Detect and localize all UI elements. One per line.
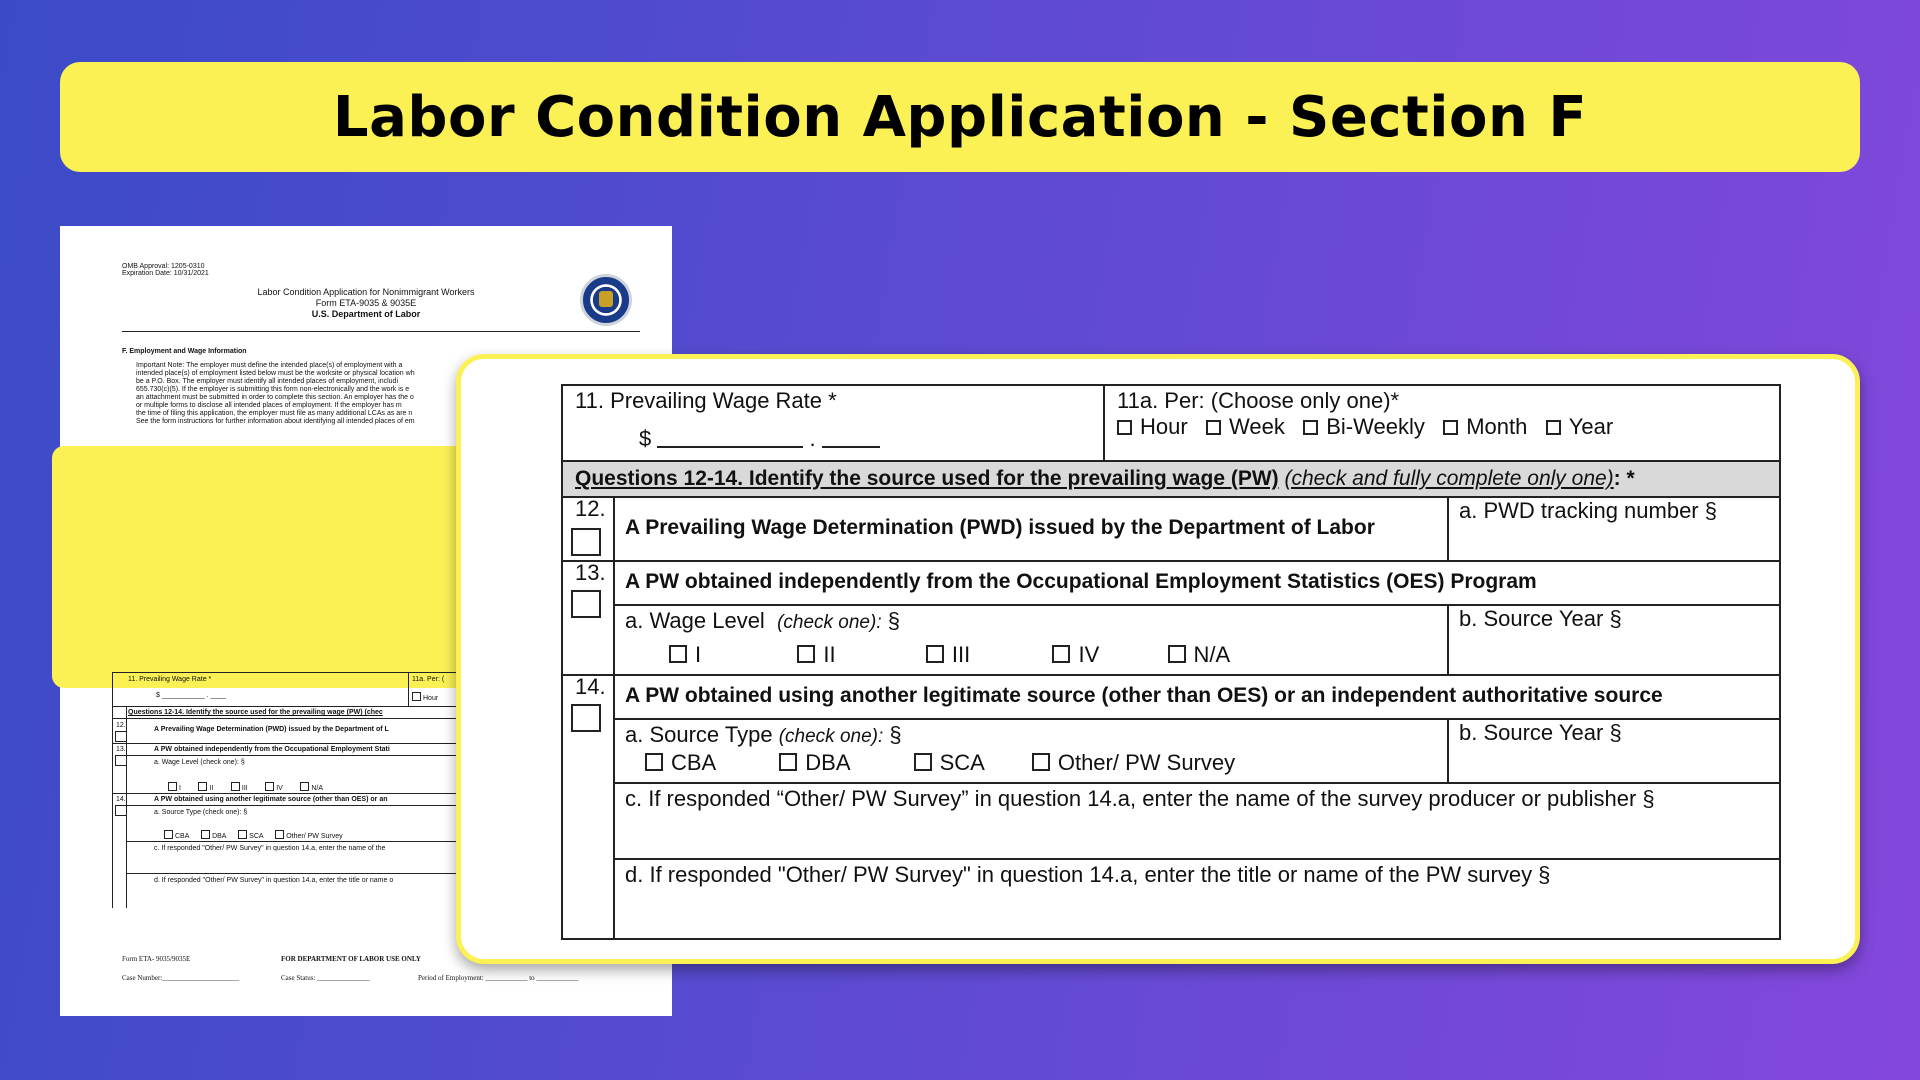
q13-text: A PW obtained independently from the Occupational Employment Statistics (OES) Program xyxy=(625,570,1537,593)
zoomed-form-panel xyxy=(456,354,1860,964)
pwd-tracking-label: a. PWD tracking number § xyxy=(1459,498,1717,523)
page-footer: Form ETA- 9035/9035E xyxy=(122,955,191,963)
q12-text: A Prevailing Wage Determination (PWD) issued by the Department of Labor xyxy=(625,516,1375,539)
q14-checkbox[interactable] xyxy=(571,704,601,732)
form-page-thumbnail: OMB Approval: 1205-0310 Expiration Date: 10/31/2021 Labor Condition Application for Nonimmigrant Workers Form ETA-9035 & 9035E U.S. Department of Labor F. Employment and Wage Information Important Note: The employer must define the intended place(s) of employment with a intended place(s) of employment listed below must be the worksite or physical location wh be a P.O. Box. The employer must identify all intended places of employment, includi 655.730(c)(5). If the employer is submitting this form non-electronically and the work is e an attachment must be submitted in order to complete this section. An employer has the o or multiple forms to disclose all intended places of employment. If the employer has m the time of filing this application, the employer must file as many additional LCAs as are n See the form instructions for further information about identifying all intended places of em xyxy=(60,226,672,1016)
wage-level-iv[interactable]: IV xyxy=(1052,642,1099,667)
form-number: Form ETA-9035 & 9035E xyxy=(315,298,417,308)
section-title: F. Employment and Wage Information xyxy=(122,348,247,355)
wage-level-label: a. Wage Level (check one): § xyxy=(625,608,900,633)
source-cba[interactable]: CBA xyxy=(645,750,715,775)
q12-number: 12. xyxy=(575,496,606,521)
page-title: Labor Condition Application - Section F xyxy=(332,84,1588,150)
source-dba[interactable]: DBA xyxy=(779,750,849,775)
wage-level-i[interactable]: I xyxy=(669,642,701,667)
expiration-date: Expiration Date: 10/31/2021 xyxy=(122,270,209,277)
dol-seal-icon xyxy=(580,274,632,326)
zoomed-form xyxy=(561,384,1781,940)
q11-label: 11. Prevailing Wage Rate * xyxy=(575,388,837,413)
q14-source-year: b. Source Year § xyxy=(1459,720,1622,745)
omb-approval: OMB Approval: 1205-0310 xyxy=(122,263,205,270)
source-type-label: a. Source Type (check one): § xyxy=(625,722,902,747)
period-month-option[interactable]: Month xyxy=(1443,414,1527,439)
wage-level-options xyxy=(669,642,1230,668)
questions-header: Questions 12-14. Identify the source used for the prevailing wage (PW) (check and fully complete only one): * xyxy=(575,467,1635,490)
q14c-label: c. If responded “Other/ PW Survey” in question 14.a, enter the name of the survey producer or publisher § xyxy=(625,786,1655,811)
q14-number: 14. xyxy=(575,674,606,699)
header-divider xyxy=(122,331,640,332)
wage-level-iii[interactable]: III xyxy=(926,642,970,667)
period-year-option[interactable]: Year xyxy=(1546,414,1613,439)
period-week-option[interactable]: Week xyxy=(1206,414,1285,439)
small-source-types: CBA DBA SCA Other/ PW Survey xyxy=(164,830,343,840)
period-biweekly-option[interactable]: Bi-Weekly xyxy=(1303,414,1425,439)
wage-level-ii[interactable]: II xyxy=(797,642,835,667)
form-title: Labor Condition Application for Nonimmigrant Workers xyxy=(257,287,475,297)
q11a-label: 11a. Per: (Choose only one)* xyxy=(1117,388,1400,413)
title-banner xyxy=(60,62,1860,172)
source-other-pw-survey[interactable]: Other/ PW Survey xyxy=(1032,750,1235,775)
q12-checkbox[interactable] xyxy=(571,528,601,556)
pay-period-options xyxy=(1117,414,1613,440)
source-type-options xyxy=(645,750,1235,776)
wage-level-na[interactable]: N/A xyxy=(1168,642,1231,667)
q13-source-year: b. Source Year § xyxy=(1459,606,1622,631)
q11-wage-input[interactable]: $ . xyxy=(639,426,880,452)
agency-name: U.S. Department of Labor xyxy=(311,309,421,319)
source-sca[interactable]: SCA xyxy=(914,750,984,775)
q14-text: A PW obtained using another legitimate source (other than OES) or an independent authoritative source xyxy=(625,684,1663,707)
highlighted-section-content: 11. Prevailing Wage Rate * 11a. Per: ( $ ___________ . ____ Hour Questions 12-14. Identify the source used for the prevailing wage (PW) (chec 12. A Prevailing Wage Determination (PWD) issued by the Department of L 13. A PW obtained independently from the Occupational Employment Stati a. Wage Level (check one): § I II III IV N/A 14. A PW obtained using another legitimate source (other than OES) or an a. Source Type (check one): § CBA DBA SCA Other/ PW Survey c. If responded "Other/ PW Survey" in question 14.a, enter the name of the d. If responded "Other/ PW Survey" in question 14.a, enter the title or name o xyxy=(112,672,672,908)
q13-checkbox[interactable] xyxy=(571,590,601,618)
period-hour-option[interactable]: Hour xyxy=(1117,414,1188,439)
q14d-label: d. If responded "Other/ PW Survey" in question 14.a, enter the title or name of the PW survey § xyxy=(625,862,1551,887)
small-wage-levels: I II III IV N/A xyxy=(168,782,323,792)
q13-number: 13. xyxy=(575,560,606,585)
